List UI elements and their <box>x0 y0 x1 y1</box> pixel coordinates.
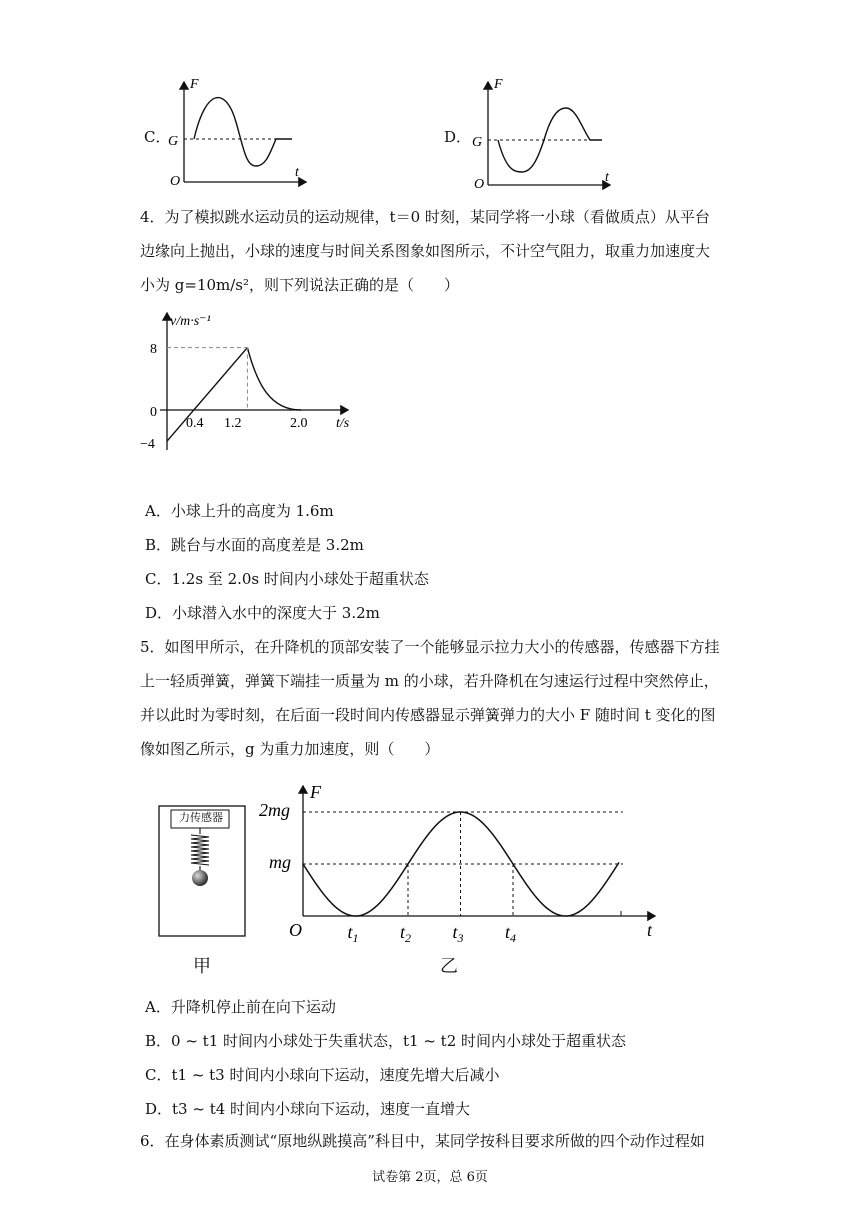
q5-origin: O <box>289 920 302 940</box>
q6-stem-text: 在身体素质测试“原地纵跳摸高”科目中，某同学按科目要求所做的四个动作过程如 <box>164 1132 705 1150</box>
option-d-y-axis: F <box>494 77 503 92</box>
fig-jia-caption: 甲 <box>193 956 211 977</box>
q4-xtick-2.0: 2.0 <box>290 416 308 431</box>
q4-x-label: t/s <box>336 416 350 431</box>
option-d-origin: O <box>474 177 485 192</box>
q4-option-a[interactable]: A．小球上升的高度为 1.6m <box>145 502 334 520</box>
q5-xtick-t3: $t_3$ <box>452 922 464 943</box>
q5-stem-text: 如图甲所示，在升降机的顶部安装了一个能够显示拉力大小的传感器，传感器下方挂上一轻质弹簧，弹簧下端挂一质量为 m 的小球，若升降机在匀速运行过程中突然停止，并以此时为零时刻，在后面一段时间内传感器显示弹簧弹力的大小 F 随时间 t 变化的图像如图乙所示，g 为重力加速度，则（ ） <box>140 638 720 758</box>
q5-ytick-2mg: 2mg <box>259 800 290 820</box>
q6-stem <box>140 1124 720 1158</box>
q4-xtick-1.2: 1.2 <box>224 416 242 431</box>
q5-ytick-mg: mg <box>269 852 291 872</box>
option-d-level: G <box>472 135 483 150</box>
q4-option-c[interactable]: C．1.2s 至 2.0s 时间内小球处于超重状态 <box>145 570 429 588</box>
q5-option-c[interactable]: C．t1 ~ t3 时间内小球向下运动，速度先增大后减小 <box>145 1066 500 1084</box>
q5-xtick-t2: $t_2$ <box>400 922 412 943</box>
option-c-y-axis: F <box>190 77 199 92</box>
option-d-graph <box>462 70 622 195</box>
q5-xtick-t1: $t_1$ <box>347 922 359 943</box>
q4-xtick-0.4: 0.4 <box>186 416 204 431</box>
q4-stem <box>140 200 720 302</box>
q4-stem-text: 为了模拟跳水运动员的运动规律，t＝0 时刻，某同学将一小球（看做质点）从平台边缘向上抛出，小球的速度与时间关系图象如图所示，不计空气阻力，取重力加速度大小为 g=10m/s²，则下列说法正确的是（ ） <box>140 208 711 294</box>
q5-xtick-t4: $t_4$ <box>505 922 517 943</box>
q5-y-label: F <box>310 782 321 802</box>
q5-option-b[interactable]: B．0 ~ t1 时间内小球处于失重状态，t1 ~ t2 时间内小球处于超重状态 <box>145 1032 627 1050</box>
page-footer: 试卷第 2页，总 6页 <box>372 1170 488 1185</box>
q5-option-d[interactable]: D．t3 ~ t4 时间内小球向下运动，速度一直增大 <box>145 1100 471 1118</box>
q5-x-label: t <box>647 920 653 940</box>
ball-icon <box>192 870 208 886</box>
option-d-x-axis: t <box>605 170 609 185</box>
q4-ytick-8: 8 <box>150 342 157 357</box>
fig-yi-caption: 乙 <box>440 956 458 977</box>
q5-option-a[interactable]: A．升降机停止前在向下运动 <box>145 998 336 1016</box>
q5-stem <box>140 630 720 766</box>
q4-curve-segment <box>247 348 301 410</box>
q5-number: 5． <box>140 638 165 656</box>
spring-icon <box>191 828 209 870</box>
q6-number: 6． <box>140 1132 165 1150</box>
option-c-origin: O <box>170 174 181 189</box>
q4-option-d[interactable]: D．小球潜入水中的深度大于 3.2m <box>145 604 380 622</box>
q4-number: 4． <box>140 208 165 226</box>
option-d-label: D． <box>444 128 472 146</box>
option-c-graph <box>160 70 320 195</box>
option-c-level: G <box>168 134 179 149</box>
q4-ytick-0: 0 <box>150 405 157 420</box>
q5-force-time-chart <box>255 778 675 943</box>
option-c-x-axis: t <box>295 165 299 180</box>
q4-velocity-time-chart <box>140 305 370 455</box>
q4-option-b[interactable]: B．跳台与水面的高度差是 3.2m <box>145 536 364 554</box>
sensor-label: 力传感器 <box>179 811 223 824</box>
q4-y-label: v/m·s⁻¹ <box>170 314 211 329</box>
q4-ytick-neg4: −4 <box>140 437 155 452</box>
option-c-label: C． <box>144 128 171 146</box>
